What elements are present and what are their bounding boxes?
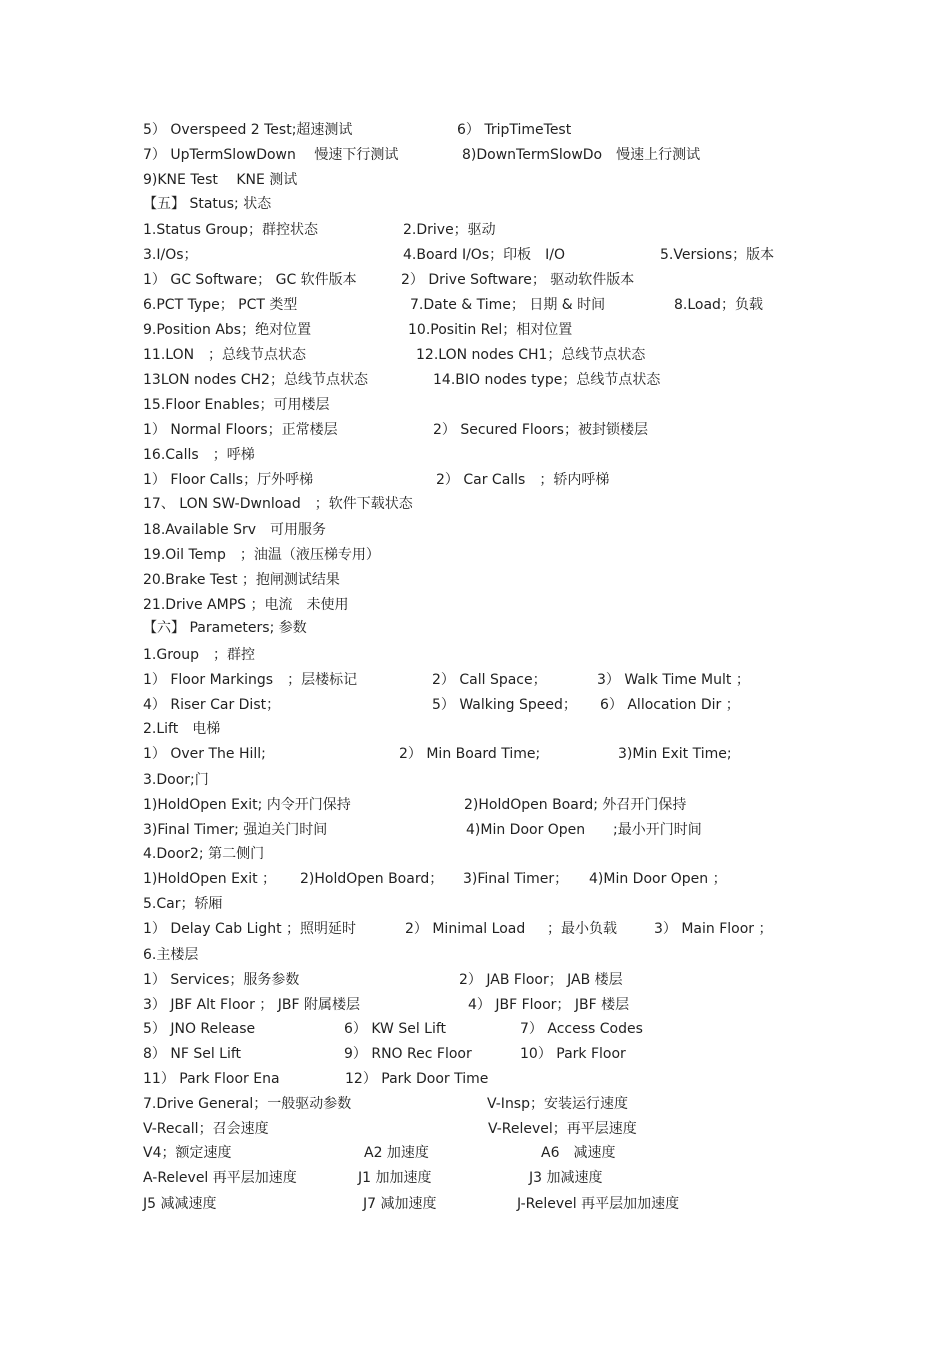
doc-line-44-text-2: J7 减加速度 [363, 1196, 437, 1212]
doc-line-17 [0, 520, 950, 540]
doc-line-24-text-2: 5） Walking Speed； [432, 697, 577, 713]
doc-line-19 [0, 570, 950, 590]
doc-line-39-text-1: 11） Park Floor Ena [143, 1071, 280, 1087]
doc-line-33-text-2: 2） Minimal Load [405, 921, 526, 937]
doc-line-36-text-2: 4） JBF Floor； JBF 楼层 [468, 997, 630, 1013]
doc-line-28-text-2: 2)HoldOpen Board; 外召开门保持 [464, 797, 687, 813]
doc-line-15 [0, 470, 950, 490]
doc-line-26-text-1: 1） Over The Hill; [143, 746, 266, 762]
doc-line-11-text-1: 13LON nodes CH2；总线节点状态 [143, 372, 368, 388]
doc-line-34 [0, 945, 950, 965]
doc-line-18-text-1: 19.Oil Temp ；油温（液压梯专用） [143, 547, 380, 563]
doc-line-9 [0, 320, 950, 340]
doc-line-44-text-3: J-Relevel 再平层加加速度 [517, 1196, 680, 1212]
doc-line-34-text-1: 6.主楼层 [143, 947, 199, 963]
doc-line-35-text-2: 2） JAB Floor； JAB 楼层 [459, 972, 623, 988]
doc-line-41-text-2: V-Relevel；再平层速度 [488, 1121, 637, 1137]
doc-line-39-text-2: 12） Park Door Time [345, 1071, 489, 1087]
doc-line-21 [0, 618, 950, 638]
doc-line-37-text-1: 5） JNO Release [143, 1021, 256, 1037]
doc-line-31-text-4: 4)Min Door Open ； [589, 871, 727, 887]
doc-line-6-text-1: 3.I/Os； [143, 247, 198, 263]
doc-line-8-text-3: 8.Load；负载 [674, 297, 763, 313]
doc-line-3 [0, 170, 950, 190]
doc-line-26-text-3: 3)Min Exit Time; [618, 746, 732, 762]
doc-line-44 [0, 1194, 950, 1214]
doc-line-9-text-1: 9.Position Abs；绝对位置 [143, 322, 312, 338]
doc-line-12 [0, 395, 950, 415]
doc-line-41-text-1: V-Recall；召会速度 [143, 1121, 269, 1137]
doc-line-33 [0, 919, 950, 939]
doc-line-31-text-1: 1)HoldOpen Exit ； [143, 871, 277, 887]
doc-line-29-text-3: ;最小开门时间 [613, 822, 702, 838]
doc-line-10 [0, 345, 950, 365]
doc-line-24-text-3: 6） Allocation Dir ； [600, 697, 740, 713]
doc-line-7 [0, 270, 950, 290]
doc-line-9-text-2: 10.Positin Rel；相对位置 [408, 322, 573, 338]
doc-line-5-text-2: 2.Drive；驱动 [403, 222, 496, 238]
doc-line-17-text-1: 18.Available Srv 可用服务 [143, 522, 327, 538]
doc-line-42-text-1: V4；额定速度 [143, 1145, 232, 1161]
doc-line-8-text-2: 7.Date & Time； 日期 & 时间 [410, 297, 606, 313]
doc-line-13-text-2: 2） Secured Floors；被封锁楼层 [433, 422, 648, 438]
doc-line-6-text-2: 4.Board I/Os；印板 I/O [403, 247, 565, 263]
doc-line-33-text-1: 1） Delay Cab Light ；照明延时 [143, 921, 357, 937]
doc-line-38-text-2: 9） RNO Rec Floor [344, 1046, 472, 1062]
doc-line-39 [0, 1069, 950, 1089]
doc-line-43-text-1: A-Relevel 再平层加速度 [143, 1170, 297, 1186]
doc-line-6-text-3: 5.Versions；版本 [660, 247, 775, 263]
doc-line-23-text-1: 1） Floor Markings ；层楼标记 [143, 672, 358, 688]
doc-line-1-text-1: 5） Overspeed 2 Test;超速测试 [143, 122, 353, 138]
doc-line-27 [0, 770, 950, 790]
doc-line-22-text-1: 1.Group ；群控 [143, 647, 255, 663]
doc-line-11 [0, 370, 950, 390]
doc-line-42 [0, 1143, 950, 1163]
doc-line-10-text-1: 11.LON ；总线节点状态 [143, 347, 307, 363]
doc-line-25-text-1: 2.Lift 电梯 [143, 721, 221, 737]
doc-line-14 [0, 445, 950, 465]
doc-line-38-text-3: 10） Park Floor [520, 1046, 626, 1062]
doc-line-7-text-2: 2） Drive Software； 驱动软件版本 [401, 272, 635, 288]
doc-line-19-text-1: 20.Brake Test ；抱闸测试结果 [143, 572, 340, 588]
doc-line-37-text-2: 6） KW Sel Lift [344, 1021, 447, 1037]
doc-line-36 [0, 995, 950, 1015]
doc-line-44-text-1: J5 减减速度 [143, 1196, 217, 1212]
doc-line-43 [0, 1168, 950, 1188]
doc-line-28-text-1: 1)HoldOpen Exit; 内令开门保持 [143, 797, 351, 813]
doc-line-18 [0, 545, 950, 565]
doc-line-15-text-2: 2） Car Calls ；轿内呼梯 [436, 472, 610, 488]
doc-line-31-text-2: 2)HoldOpen Board； [300, 871, 444, 887]
doc-line-33-text-4: 3） Main Floor ； [654, 921, 773, 937]
doc-line-36-text-1: 3） JBF Alt Floor ； JBF 附属楼层 [143, 997, 360, 1013]
doc-line-21-text-1: 【六】 Parameters; 参数 [143, 620, 307, 636]
doc-line-31 [0, 869, 950, 889]
doc-line-12-text-1: 15.Floor Enables；可用楼层 [143, 397, 330, 413]
doc-line-28 [0, 795, 950, 815]
doc-line-15-text-1: 1） Floor Calls；厅外呼梯 [143, 472, 314, 488]
doc-line-10-text-2: 12.LON nodes CH1；总线节点状态 [416, 347, 646, 363]
doc-line-7-text-1: 1） GC Software； GC 软件版本 [143, 272, 357, 288]
doc-line-8 [0, 295, 950, 315]
doc-line-6 [0, 245, 950, 265]
doc-line-29-text-1: 3)Final Timer; 强迫关门时间 [143, 822, 328, 838]
doc-line-37-text-3: 7） Access Codes [520, 1021, 643, 1037]
doc-line-13 [0, 420, 950, 440]
doc-line-40-text-2: V-Insp；安装运行速度 [487, 1096, 628, 1112]
doc-line-23-text-3: 3） Walk Time Mult ； [597, 672, 750, 688]
doc-line-43-text-3: J3 加减速度 [529, 1170, 603, 1186]
doc-line-16-text-1: 17、 LON SW-Dwnload ；软件下载状态 [143, 496, 413, 512]
doc-line-38 [0, 1044, 950, 1064]
doc-line-24 [0, 695, 950, 715]
doc-line-1 [0, 120, 950, 140]
doc-line-29-text-2: 4)Min Door Open [466, 822, 586, 838]
doc-line-24-text-1: 4） Riser Car Dist； [143, 697, 281, 713]
doc-line-2 [0, 145, 950, 165]
doc-line-41 [0, 1119, 950, 1139]
doc-line-14-text-1: 16.Calls ；呼梯 [143, 447, 255, 463]
doc-line-43-text-2: J1 加加速度 [358, 1170, 432, 1186]
doc-line-31-text-3: 3)Final Timer； [463, 871, 569, 887]
doc-line-40 [0, 1094, 950, 1114]
doc-line-32 [0, 894, 950, 914]
doc-line-4 [0, 194, 950, 214]
doc-line-1-text-2: 6） TripTimeTest [457, 122, 572, 138]
doc-line-42-text-2: A2 加速度 [364, 1145, 429, 1161]
doc-line-2-text-1: 7） UpTermSlowDown 慢速下行测试 [143, 147, 399, 163]
doc-line-32-text-1: 5.Car；轿厢 [143, 896, 223, 912]
doc-line-5 [0, 220, 950, 240]
doc-line-8-text-1: 6.PCT Type； PCT 类型 [143, 297, 298, 313]
doc-line-26 [0, 744, 950, 764]
doc-line-40-text-1: 7.Drive General；一般驱动参数 [143, 1096, 352, 1112]
doc-line-20 [0, 595, 950, 615]
doc-line-11-text-2: 14.BIO nodes type；总线节点状态 [433, 372, 661, 388]
doc-line-3-text-1: 9)KNE Test KNE 测试 [143, 172, 298, 188]
doc-line-20-text-1: 21.Drive AMPS ；电流 未使用 [143, 597, 349, 613]
doc-line-42-text-3: A6 减速度 [541, 1145, 616, 1161]
doc-line-2-text-2: 8)DownTermSlowDo 慢速上行测试 [462, 147, 701, 163]
doc-line-38-text-1: 8） NF Sel Lift [143, 1046, 242, 1062]
doc-line-23-text-2: 2） Call Space； [432, 672, 547, 688]
doc-line-23 [0, 670, 950, 690]
doc-line-30 [0, 844, 950, 864]
doc-line-35-text-1: 1） Services；服务参数 [143, 972, 300, 988]
doc-line-25 [0, 719, 950, 739]
doc-line-26-text-2: 2） Min Board Time; [399, 746, 541, 762]
doc-line-4-text-1: 【五】 Status; 状态 [143, 196, 272, 212]
doc-line-35 [0, 970, 950, 990]
doc-line-13-text-1: 1） Normal Floors；正常楼层 [143, 422, 338, 438]
doc-line-22 [0, 645, 950, 665]
doc-line-30-text-1: 4.Door2; 第二侧门 [143, 846, 265, 862]
doc-line-37 [0, 1019, 950, 1039]
doc-line-27-text-1: 3.Door;门 [143, 772, 209, 788]
doc-line-16 [0, 494, 950, 514]
doc-line-33-text-3: ；最小负载 [547, 921, 617, 937]
doc-line-29 [0, 820, 950, 840]
doc-line-5-text-1: 1.Status Group；群控状态 [143, 222, 319, 238]
